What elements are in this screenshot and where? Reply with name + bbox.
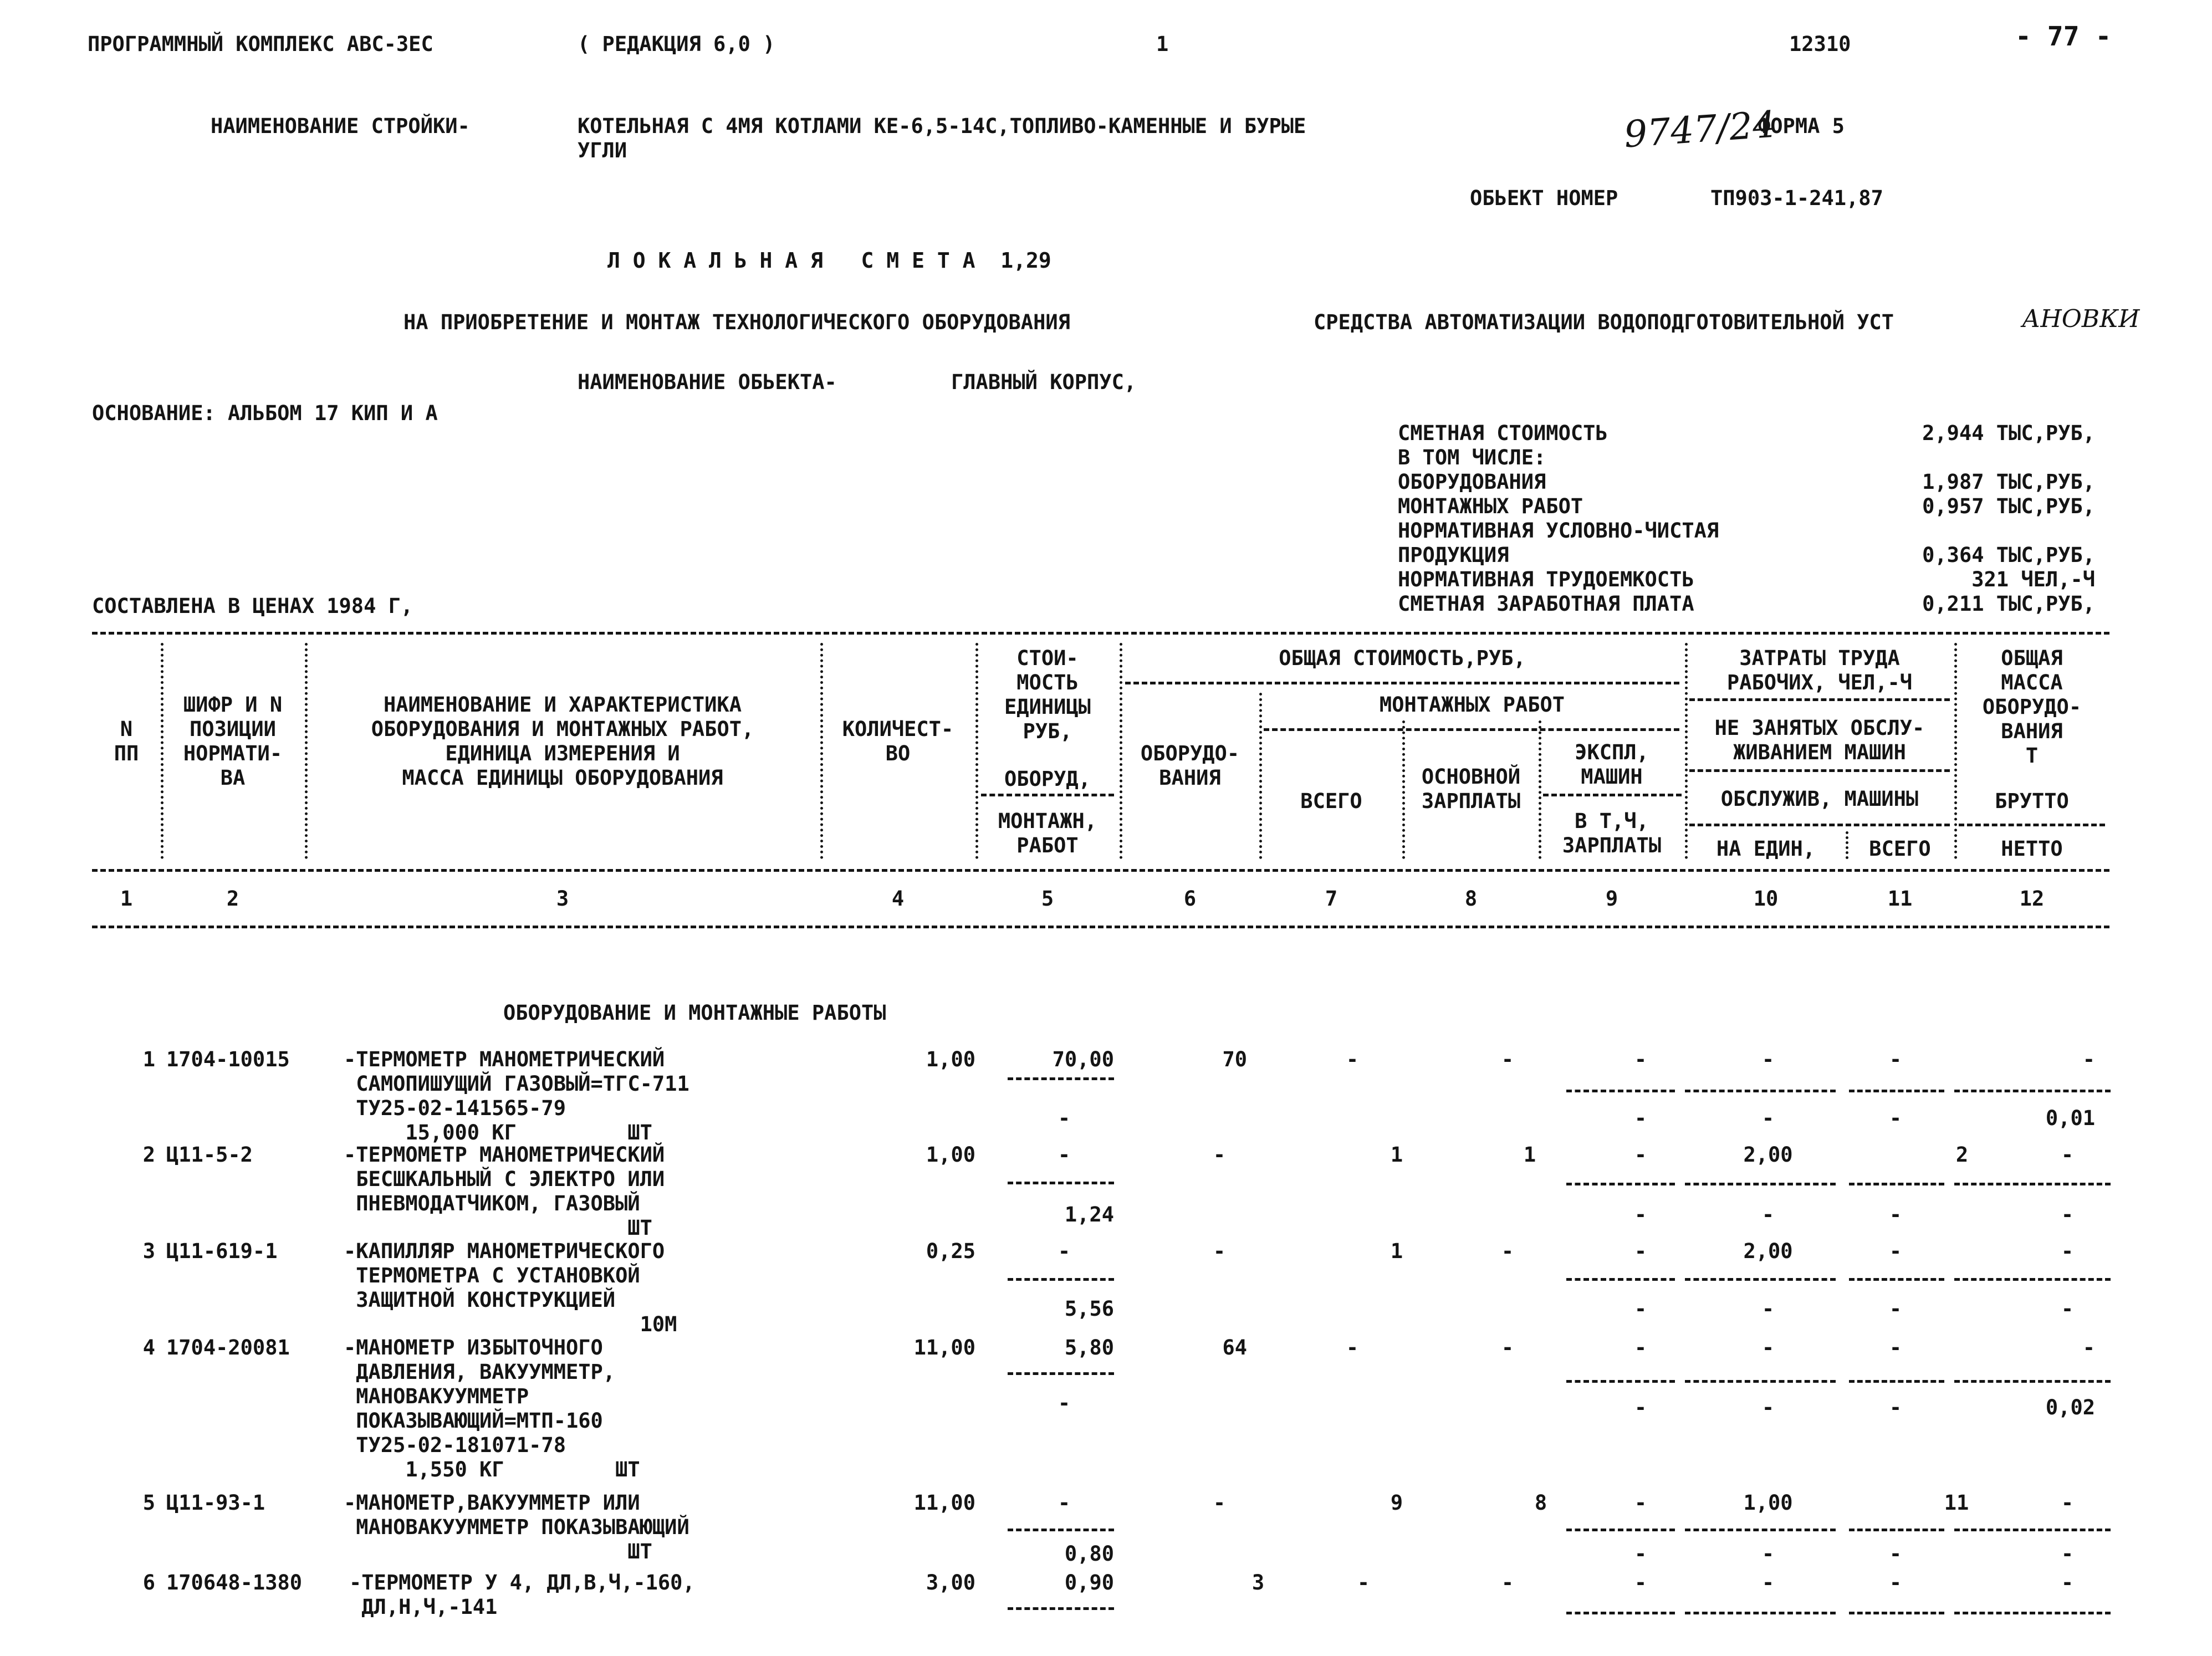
col-7-header: ВСЕГО [1300, 789, 1362, 813]
row-machines-salary: - [1634, 1203, 1647, 1226]
row-machines: - [1634, 1047, 1647, 1071]
row-equipment-total: - [1213, 1239, 1226, 1263]
row-mass-net: 0,01 [2045, 1106, 2095, 1130]
handwritten-number: 9747/24 [1622, 103, 1777, 156]
column-number: 2 [226, 887, 239, 911]
column-number: 12 [2019, 887, 2045, 911]
row-mounting-total: - [1357, 1571, 1370, 1594]
row-unit-mounting: 5,56 [1064, 1297, 1114, 1321]
row-base-salary: - [1501, 1571, 1514, 1594]
summary-label: ПРОДУКЦИЯ [1398, 543, 1509, 567]
col-12-gross: БРУТТО [1995, 789, 2069, 813]
col-3-header: НАИМЕНОВАНИЕ И ХАРАКТЕРИСТИКА ОБОРУДОВАНИЯ И МОНТАЖНЫХ РАБОТ, ЕДИНИЦА ИЗМЕРЕНИЯ И МАССА ЕДИНИЦЫ ОБОРУДОВАНИЯ [371, 693, 754, 790]
summary-value: 1,987 ТЫС,РУБ, [1922, 470, 2095, 494]
row-unit-mounting: - [1058, 1106, 1071, 1130]
header-mid-rule [92, 869, 2109, 872]
row-base-salary: - [1501, 1047, 1514, 1071]
column-number: 3 [556, 887, 569, 911]
summary-label: СМЕТНАЯ ЗАРАБОТНАЯ ПЛАТА [1398, 592, 1694, 616]
section-title: ОБОРУДОВАНИЕ И МОНТАЖНЫЕ РАБОТЫ [503, 1001, 886, 1025]
row-mounting-total: 9 [1390, 1491, 1403, 1515]
col-5-header: СТОИ- МОСТЬ ЕДИНИЦЫ РУБ, [1004, 646, 1091, 743]
construction-name-2: УГЛИ [578, 139, 627, 162]
row-unit-mounting: - [1058, 1391, 1071, 1415]
col-5-equipment: ОБОРУД, [1004, 767, 1091, 791]
row-labor-unit: - [1761, 1047, 1775, 1071]
row-mass-net: - [2061, 1297, 2074, 1321]
row-labor-total-machine: - [1889, 1396, 1902, 1419]
row-quantity: 1,00 [926, 1143, 975, 1167]
row-labor-total: - [1889, 1047, 1902, 1071]
row-labor-unit-machine: - [1761, 1106, 1775, 1130]
row-mass-net: - [2061, 1542, 2074, 1566]
row-unit-mounting: 1,24 [1064, 1203, 1114, 1226]
column-number: 4 [891, 887, 905, 911]
row-description: -КАПИЛЛЯР МАНОМЕТРИЧЕСКОГО ТЕРМОМЕТРА С УСТАНОВКОЙ ЗАЩИТНОЙ КОНСТРУКЦИЕЙ 10М [344, 1239, 677, 1336]
summary-value: 0,211 ТЫС,РУБ, [1922, 592, 2095, 616]
row-description: -МАНОМЕТР ИЗБЫТОЧНОГО ДАВЛЕНИЯ, ВАКУУММЕТР, МАНОВАКУУММЕТР ПОКАЗЫВАЮЩИЙ=МТП-160 ТУ25-02-181071-78 1,550 КГ ШТ [344, 1336, 640, 1481]
basis: ОСНОВАНИЕ: АЛЬБОМ 17 КИП И А [92, 401, 438, 425]
row-equipment-total: - [1213, 1143, 1226, 1167]
estimate-title: Л О К А Л Ь Н А Я С М Е Т А 1,29 [607, 248, 1051, 273]
row-labor-total: 2 [1955, 1143, 1969, 1167]
page-number: - 77 - [2015, 21, 2112, 52]
col-4-header: КОЛИЧЕСТ- ВО [842, 717, 954, 765]
prices-year: СОСТАВЛЕНА В ЦЕНАХ 1984 Г, [92, 594, 413, 618]
row-description: -ТЕРМОМЕТР МАНОМЕТРИЧЕСКИЙ БЕСШКАЛЬНЫЙ С ЭЛЕКТРО ИЛИ ПНЕВМОДАТЧИКОМ, ГАЗОВЫЙ ШТ [344, 1143, 665, 1240]
row-number: 3 [142, 1239, 155, 1263]
row-labor-unit-machine: - [1761, 1396, 1775, 1419]
row-mounting-total: - [1346, 1336, 1359, 1359]
row-labor-total: - [1889, 1571, 1902, 1594]
summary-value: 0,364 ТЫС,РУБ, [1922, 543, 2095, 567]
row-mounting-total: - [1346, 1047, 1359, 1071]
row-code: 1704-20081 [166, 1336, 290, 1359]
row-unit-equipment: - [1058, 1491, 1071, 1515]
object-number: ТП903-1-241,87 [1710, 186, 1883, 210]
row-number: 1 [142, 1047, 155, 1071]
row-base-salary: - [1501, 1336, 1514, 1359]
column-number: 9 [1605, 887, 1618, 911]
row-unit-equipment: - [1058, 1143, 1071, 1167]
row-machines-salary: - [1634, 1106, 1647, 1130]
row-base-salary: - [1501, 1239, 1514, 1263]
summary-value: 0,957 ТЫС,РУБ, [1922, 494, 2095, 518]
row-description: -МАНОМЕТР,ВАКУУММЕТР ИЛИ МАНОВАКУУММЕТР ПОКАЗЫВАЮЩИЙ ШТ [344, 1491, 689, 1563]
row-unit-equipment: 70,00 [1052, 1047, 1114, 1071]
row-code: Ц11-5-2 [166, 1143, 253, 1167]
summary-label: СМЕТНАЯ СТОИМОСТЬ [1398, 421, 1608, 445]
row-machines-salary: - [1634, 1396, 1647, 1419]
col-9-header-b: В Т,Ч, ЗАРПЛАТЫ [1562, 809, 1662, 857]
row-labor-unit: - [1761, 1336, 1775, 1359]
row-mounting-total: 1 [1390, 1239, 1403, 1263]
row-labor-unit-machine: - [1761, 1297, 1775, 1321]
purpose-b-handwritten: АНОВКИ [2022, 305, 2140, 333]
summary-label: НОРМАТИВНАЯ УСЛОВНО-ЧИСТАЯ [1398, 519, 1719, 543]
row-mass-gross: - [2061, 1491, 2074, 1515]
construction-name-1: КОТЕЛЬНАЯ С 4МЯ КОТЛАМИ КЕ-6,5-14С,ТОПЛИВО-КАМЕННЫЕ И БУРЫЕ [578, 114, 1306, 138]
total-cost-header: ОБЩАЯ СТОИМОСТЬ,РУБ, [1279, 646, 1526, 670]
row-code: 170648-1380 [166, 1571, 303, 1594]
row-machines: - [1634, 1491, 1647, 1515]
row-mass-gross: - [2061, 1571, 2074, 1594]
row-mass-gross: - [2082, 1336, 2095, 1359]
summary-value: 2,944 ТЫС,РУБ, [1922, 421, 2095, 445]
summary-label: НОРМАТИВНАЯ ТРУДОЕМКОСТЬ [1398, 568, 1694, 591]
row-labor-total-machine: - [1889, 1203, 1902, 1226]
row-unit-mounting: 0,80 [1064, 1542, 1114, 1566]
row-code: Ц11-93-1 [166, 1491, 265, 1515]
column-number: 1 [120, 887, 133, 911]
row-mass-gross: - [2082, 1047, 2095, 1071]
row-machines: - [1634, 1571, 1647, 1594]
summary-value: 321 ЧЕЛ,-Ч [1971, 568, 2095, 591]
column-number: 11 [1887, 887, 1913, 911]
row-number: 4 [142, 1336, 155, 1359]
col-11-header: ВСЕГО [1869, 837, 1931, 861]
column-number: 7 [1325, 887, 1338, 911]
row-labor-total: - [1889, 1336, 1902, 1359]
row-machines-salary: - [1634, 1297, 1647, 1321]
mounting-header: МОНТАЖНЫХ РАБОТ [1379, 693, 1565, 717]
row-labor-total-machine: - [1889, 1297, 1902, 1321]
row-labor-total: 11 [1944, 1491, 1969, 1515]
form-number: ФОРМА 5 [1758, 114, 1845, 138]
column-number: 5 [1041, 887, 1054, 911]
row-number: 2 [142, 1143, 155, 1167]
row-labor-total-machine: - [1889, 1106, 1902, 1130]
col-10-header: НА ЕДИН, [1716, 837, 1816, 861]
row-mounting-total: 1 [1390, 1143, 1403, 1167]
row-quantity: 0,25 [926, 1239, 975, 1263]
labor-machine-header: ОБСЛУЖИВ, МАШИНЫ [1720, 787, 1919, 811]
row-labor-unit: - [1761, 1571, 1775, 1594]
row-machines: - [1634, 1143, 1647, 1167]
column-number: 6 [1183, 887, 1197, 911]
col-1-header: N ПП [114, 717, 139, 765]
col-9-header-a: ЭКСПЛ, МАШИН [1575, 740, 1649, 789]
summary-label: ОБОРУДОВАНИЯ [1398, 470, 1546, 494]
row-equipment-total: - [1213, 1491, 1226, 1515]
row-unit-equipment: 5,80 [1064, 1336, 1114, 1359]
col-12-net: НЕТТО [2001, 837, 2063, 861]
row-equipment-total: 64 [1222, 1336, 1247, 1359]
column-number: 8 [1464, 887, 1478, 911]
row-code: 1704-10015 [166, 1047, 290, 1071]
labor-header: ЗАТРАТЫ ТРУДА РАБОЧИХ, ЧЕЛ,-Ч [1726, 646, 1913, 694]
row-machines-salary: - [1634, 1542, 1647, 1566]
purpose-a: НА ПРИОБРЕТЕНИЕ И МОНТАЖ ТЕХНОЛОГИЧЕСКОГО ОБОРУДОВАНИЯ [403, 310, 1070, 334]
row-machines: - [1634, 1239, 1647, 1263]
row-unit-equipment: 0,90 [1064, 1571, 1114, 1594]
object-name-label: НАИМЕНОВАНИЕ ОБЬЕКТА- [578, 370, 837, 394]
header-top-rule [92, 632, 2109, 635]
row-mass-gross: - [2061, 1239, 2074, 1263]
row-machines: - [1634, 1336, 1647, 1359]
row-mass-gross: - [2061, 1143, 2074, 1167]
row-labor-unit-machine: - [1761, 1203, 1775, 1226]
document-code: 12310 [1789, 32, 1851, 56]
row-quantity: 3,00 [926, 1571, 975, 1594]
program-name: ПРОГРАММНЫЙ КОМПЛЕКС АВС-3ЕС [88, 32, 433, 56]
object-number-label: ОБЬЕКТ НОМЕР [1470, 186, 1618, 210]
object-name: ГЛАВНЫЙ КОРПУС, [951, 370, 1137, 394]
row-equipment-total: 70 [1222, 1047, 1247, 1071]
summary-label: В ТОМ ЧИСЛЕ: [1398, 446, 1546, 469]
row-quantity: 1,00 [926, 1047, 975, 1071]
col-12-header: ОБЩАЯ МАССА ОБОРУДО- ВАНИЯ Т [1982, 646, 2082, 768]
construction-label: НАИМЕНОВАНИЕ СТРОЙКИ- [211, 114, 470, 138]
edition: ( РЕДАКЦИЯ 6,0 ) [578, 32, 775, 56]
row-labor-unit: 2,00 [1743, 1143, 1793, 1167]
column-number: 10 [1753, 887, 1779, 911]
row-labor-unit: 1,00 [1743, 1491, 1793, 1515]
labor-sub-header: НЕ ЗАНЯТЫХ ОБСЛУ- ЖИВАНИЕМ МАШИН [1714, 716, 1925, 764]
row-number: 5 [142, 1491, 155, 1515]
row-number: 6 [142, 1571, 155, 1594]
row-unit-equipment: - [1058, 1239, 1071, 1263]
sheet-number: 1 [1156, 32, 1169, 56]
col-5-mounting: МОНТАЖН, РАБОТ [998, 809, 1097, 857]
row-description: -ТЕРМОМЕТР МАНОМЕТРИЧЕСКИЙ САМОПИШУЩИЙ ГАЗОВЫЙ=ТГС-711 ТУ25-02-141565-79 15,000 КГ ШТ [344, 1047, 689, 1144]
row-base-salary: 1 [1523, 1143, 1536, 1167]
purpose-b: СРЕДСТВА АВТОМАТИЗАЦИИ ВОДОПОДГОТОВИТЕЛЬНОЙ УСТ [1314, 310, 1894, 334]
row-labor-unit-machine: - [1761, 1542, 1775, 1566]
row-labor-total: - [1889, 1239, 1902, 1263]
col-8-header: ОСНОВНОЙ ЗАРПЛАТЫ [1421, 765, 1521, 813]
row-mass-net: - [2061, 1203, 2074, 1226]
row-base-salary: 8 [1534, 1491, 1547, 1515]
row-equipment-total: 3 [1251, 1571, 1265, 1594]
row-labor-unit: 2,00 [1743, 1239, 1793, 1263]
header-bottom-rule [92, 926, 2109, 928]
row-description: -ТЕРМОМЕТР У 4, ДЛ,В,Ч,-160, ДЛ,Н,Ч,-141 [349, 1571, 695, 1619]
row-mass-net: 0,02 [2045, 1396, 2095, 1419]
row-code: Ц11-619-1 [166, 1239, 278, 1263]
row-quantity: 11,00 [913, 1336, 975, 1359]
row-quantity: 11,00 [913, 1491, 975, 1515]
col-6-header: ОБОРУДО- ВАНИЯ [1140, 742, 1240, 790]
row-labor-total-machine: - [1889, 1542, 1902, 1566]
col-2-header: ШИФР И N ПОЗИЦИИ НОРМАТИ- ВА [183, 693, 283, 790]
summary-label: МОНТАЖНЫХ РАБОТ [1398, 494, 1583, 518]
